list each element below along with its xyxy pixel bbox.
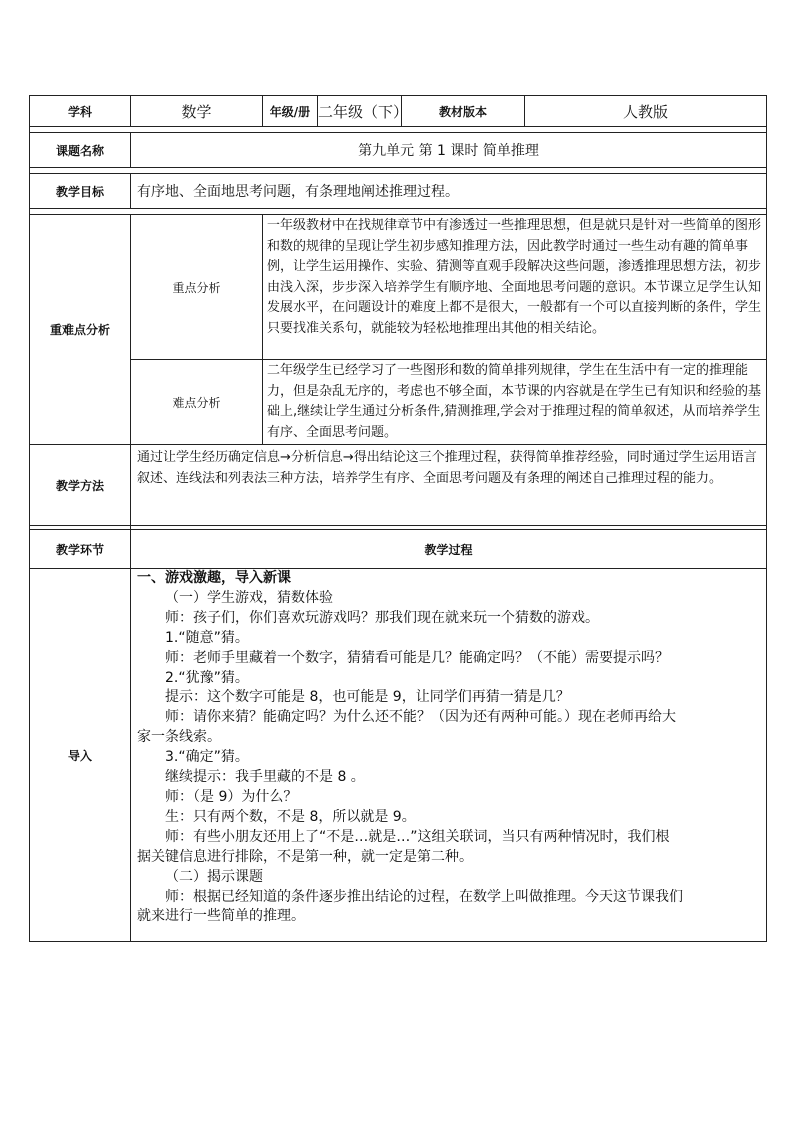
intro-row [30,569,767,942]
method-row [30,445,767,526]
difficulty-analysis-label: 难点分析 [131,360,263,445]
header-row [30,96,767,127]
grade-value: 二年级（下） [318,96,402,127]
process-label: 教学过程 [131,530,767,569]
intro-line: 提示：这个数字可能是 8，也可能是 9，让同学们再猜一猜是几？ [165,689,570,706]
intro-line: 师：有些小朋友还用上了“不是…就是…”这组关联词，当只有两种情况时，我们根 [165,828,670,845]
edition-label: 教材版本 [402,96,525,127]
intro-line: 师：孩子们，你们喜欢玩游戏吗？那我们现在就来玩一个猜数的游戏。 [165,609,599,626]
lesson-plan-sheet [29,95,766,942]
intro-line: 继续提示：我手里藏的不是 8 。 [165,769,365,786]
intro-line: 1.“随意”猜。 [165,629,249,646]
intro-line: 2.“犹豫”猜。 [165,669,249,686]
intro-line: 就来进行一些简单的推理。 [137,908,305,925]
goal-label: 教学目标 [30,174,131,209]
steps-label: 教学环节 [30,530,131,569]
intro-heading: 一、游戏激趣，导入新课 [137,570,291,586]
intro-line: 生：只有两个数，不是 8，所以就是 9。 [165,808,416,825]
method-value: 通过让学生经历确定信息→分析信息→得出结论这三个推理过程，获得简单推荐经验，同时通过学生运用语言叙述、连线法和列表法三种方法，培养学生有序、全面思考问题及有条理的阐述自己推理过程的能力。 [131,445,767,526]
intro-label: 导入 [30,569,131,942]
method-label: 教学方法 [30,445,131,526]
analysis-label: 重难点分析 [30,215,131,445]
subject-value: 数学 [131,96,263,127]
goal-row [30,174,767,209]
intro-line: （一）学生游戏，猜数体验 [165,589,333,606]
goal-value: 有序地、全面地思考问题，有条理地阐述推理过程。 [131,174,767,209]
intro-line: 据关键信息进行排除，不是第一种，就一定是第二种。 [137,848,473,865]
intro-line: 师：请你来猜？能确定吗？为什么还不能？（因为还有两种可能。）现在老师再给大 [165,709,676,726]
key-analysis-text: 一年级教材中在找规律章节中有渗透过一些推理思想，但是就只是针对一些简单的图形和数的规律的呈现让学生初步感知推理方法，因此教学时通过一些生动有趣的简单事例，让学生运用操作、实验、猜测等直观手段解决这些问题，渗透推理思想方法，初步由浅入深，步步深入培养学生有顺序地、全面地思考问题的意识。本节课立足学生认知发展水平，在问题设计的难度上都不是很大，一般都有一个可以直接判断的条件，学生只要找准关系句，就能较为轻松地推理出其他的相关结论。 [263,215,767,360]
key-analysis-row [30,215,767,360]
steps-row [30,530,767,569]
key-analysis-label: 重点分析 [131,215,263,360]
topic-row [30,133,767,168]
intro-line: 师：根据已经知道的条件逐步推出结论的过程，在数学上叫做推理。今天这节课我们 [165,888,683,905]
lesson-plan-table [29,95,767,942]
intro-line: 师：老师手里藏着一个数字，猜猜看可能是几？能确定吗？（不能）需要提示吗？ [165,649,669,666]
intro-line: 3.“确定”猜。 [165,749,249,766]
intro-line: 家一条线索。 [137,729,221,746]
topic-value: 第九单元 第 1 课时 简单推理 [131,133,767,168]
topic-label: 课题名称 [30,133,131,168]
subject-label: 学科 [30,96,131,127]
difficulty-analysis-row [30,360,767,445]
intro-line: （二）揭示课题 [165,868,263,885]
edition-value: 人教版 [525,96,767,127]
grade-label: 年级/册 [263,96,318,127]
intro-line: 师：（是 9）为什么？ [165,788,298,805]
intro-content [131,569,767,942]
difficulty-analysis-text: 二年级学生已经学习了一些图形和数的简单排列规律，学生在生活中有一定的推理能力，但是杂乱无序的，考虑也不够全面，本节课的内容就是在学生已有知识和经验的基础上,继续让学生通过分析条件,猜测推理,学会对于推理过程的简单叙述，从而培养学生有序、全面思考问题。 [263,360,767,445]
